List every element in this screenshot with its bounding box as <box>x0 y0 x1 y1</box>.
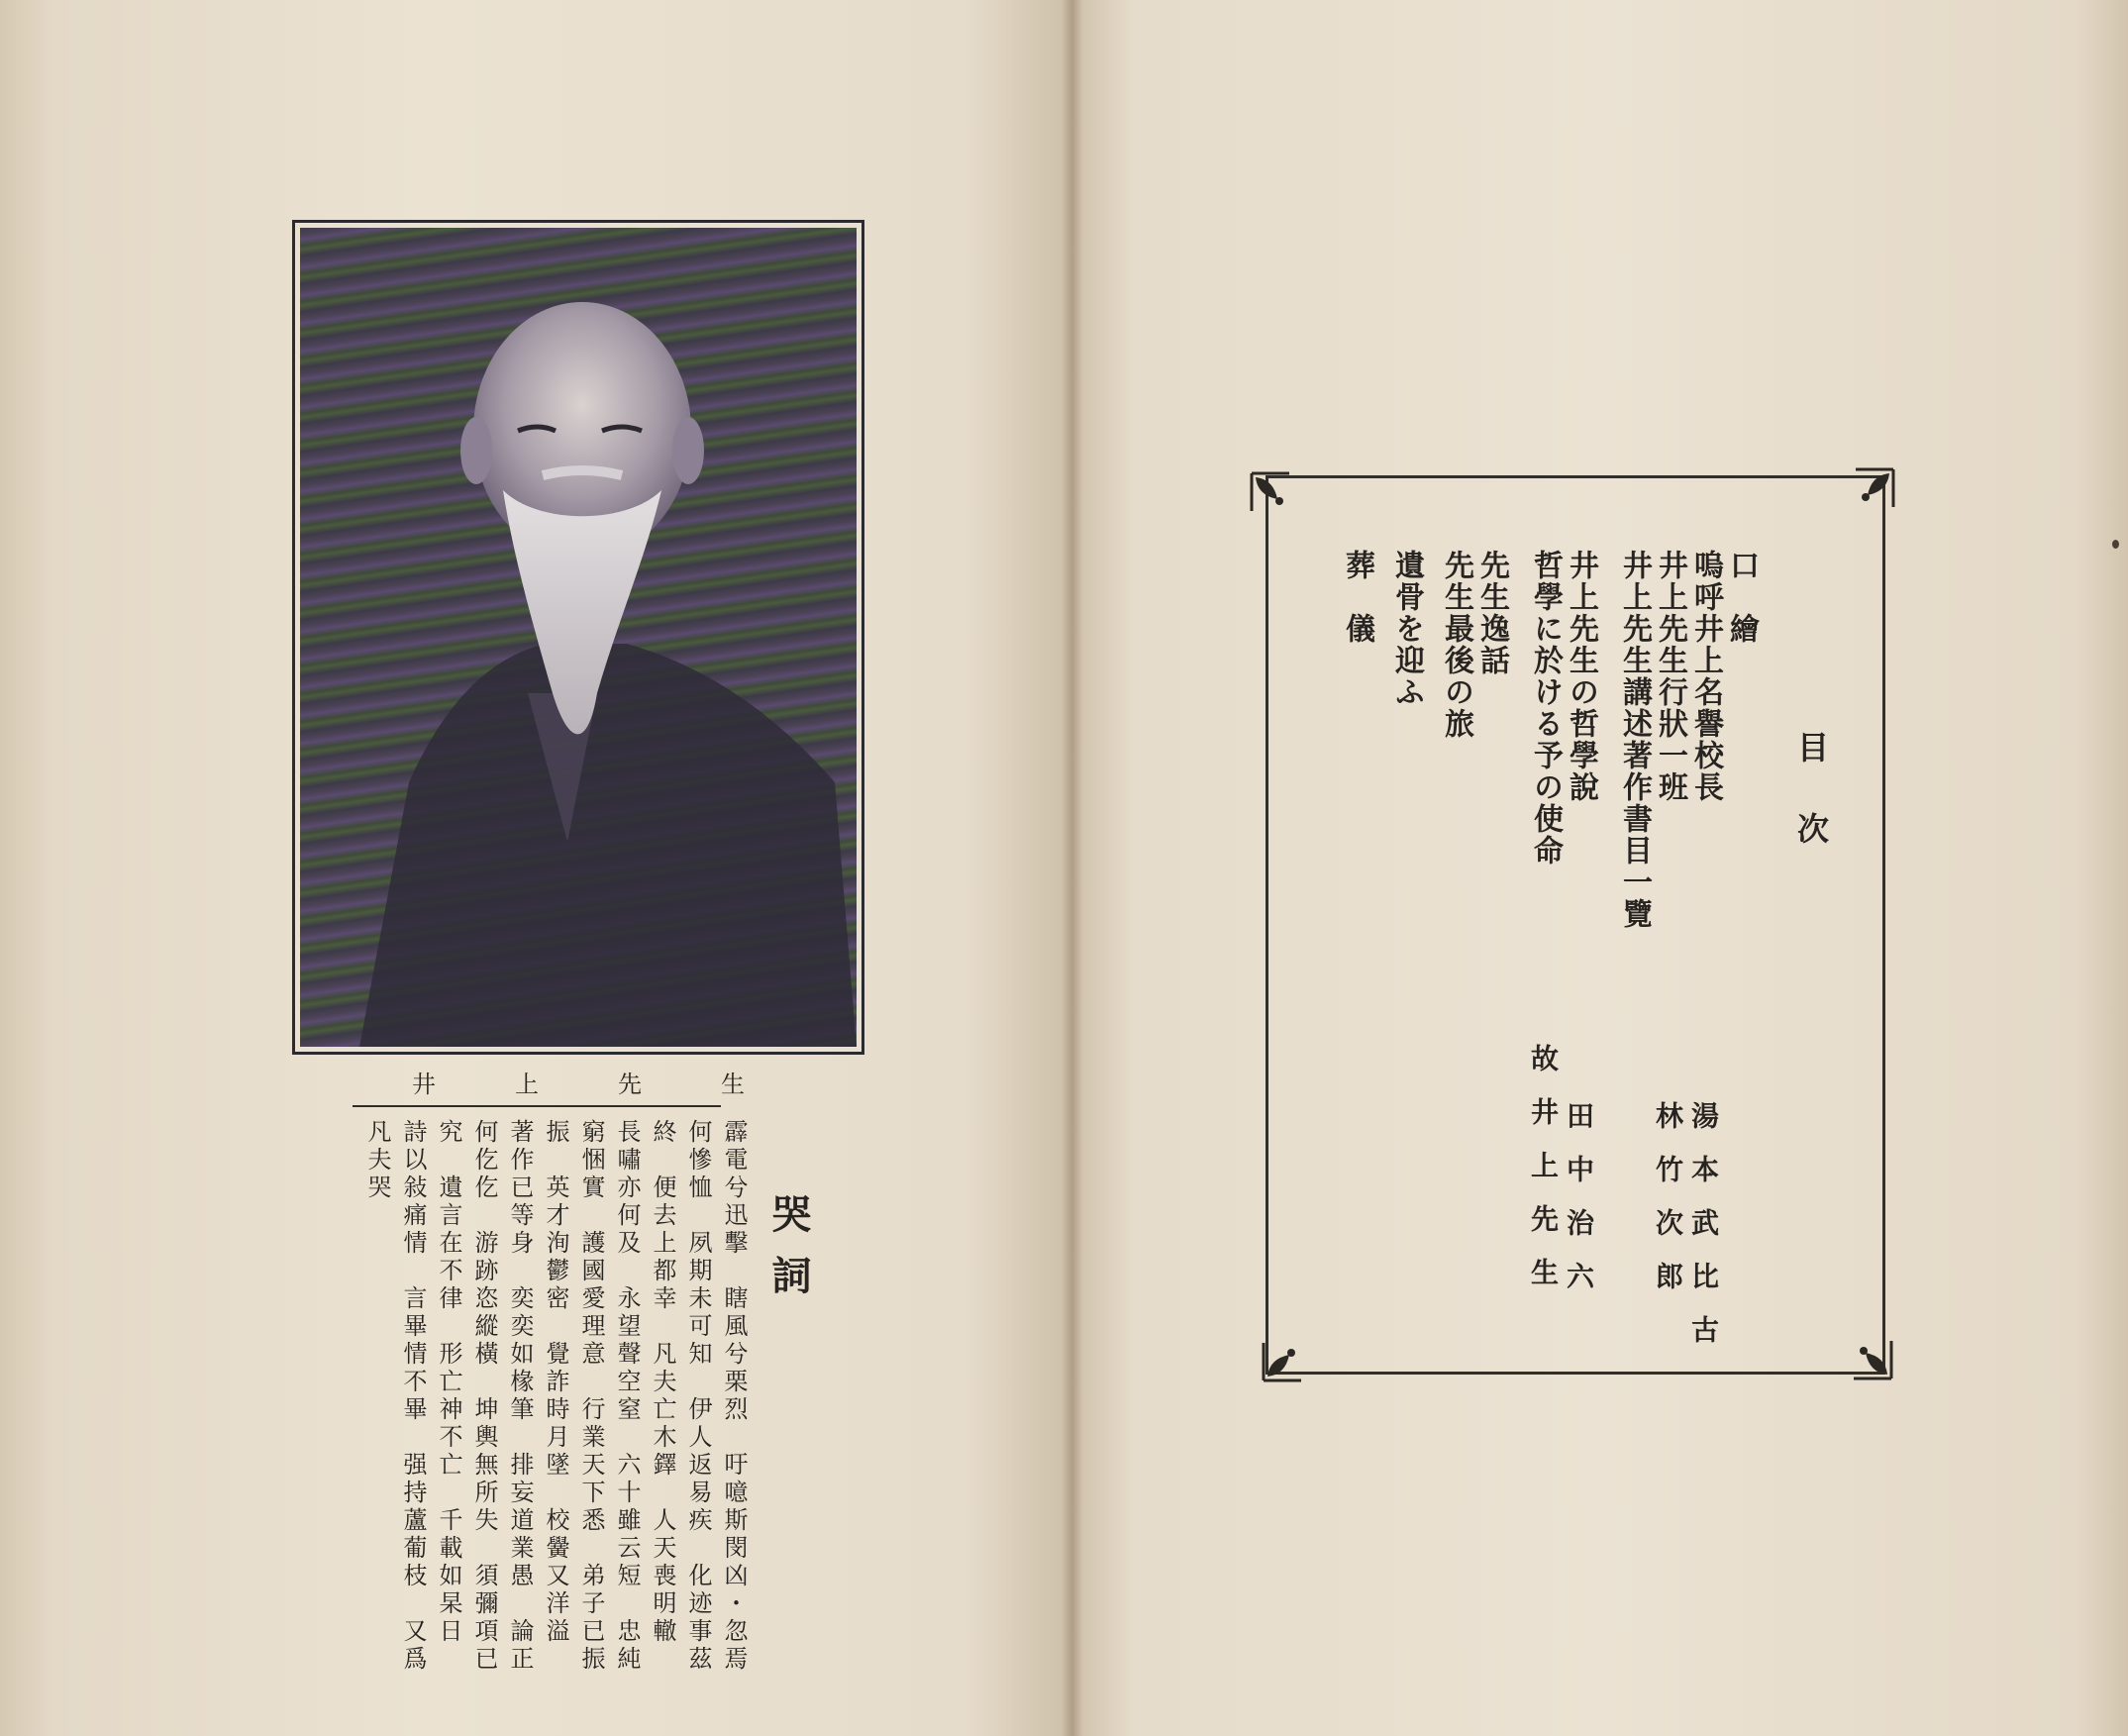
lament-line: 究 遺言在不律 形亡神不亡 千載如杲日 <box>435 1119 462 1646</box>
lament-line: 著作已等身 奕奕如椽筆 排妄道業愚 論正 <box>506 1119 534 1674</box>
toc-title: 目次 <box>1792 731 1830 893</box>
toc-item: 井上先生行狀一班 <box>1653 550 1687 803</box>
toc-item: 井上先生の哲學說 <box>1564 550 1598 803</box>
lament-line: 霹電兮迅擊 瞎風兮栗烈 吁噫斯閔凶・忽焉 <box>720 1119 748 1674</box>
toc-item: 葬 儀 <box>1340 550 1374 645</box>
portrait-figure <box>300 228 857 1047</box>
portrait-caption <box>297 1062 861 1101</box>
toc-item: 先生最後の旅 <box>1439 550 1473 740</box>
caption-char: 生 <box>721 1070 747 1098</box>
lament-line: 何慘恤 夙期未可知 伊人返易疾 化迹事茲 <box>684 1119 712 1674</box>
lament-line: 窮悃實 護國愛理意 行業天下悉 弟子已振 <box>577 1119 605 1674</box>
corner-ornament-icon <box>1248 469 1293 515</box>
lament-line: 振 英才洵鬱密 覺詐時月墜 校黌又洋溢 <box>542 1119 569 1646</box>
corner-ornament-icon <box>1852 465 1897 511</box>
toc-item: 口 繪 <box>1724 550 1759 645</box>
page-blemish <box>2112 540 2119 549</box>
toc-item: 遺骨を迎ふ <box>1389 550 1424 708</box>
lament-title: 哭詞 <box>765 1193 812 1316</box>
lament-line: 何仡仡 游跡恣縱橫 坤輿無所失 須彌項已 <box>470 1119 498 1674</box>
portrait-photo <box>300 228 857 1047</box>
portrait-photo-frame <box>292 220 864 1055</box>
toc-item: 井上先生講述著作書目一覽 <box>1617 550 1652 930</box>
caption-char: 先 <box>618 1070 644 1098</box>
lament-line: 凡夫哭 <box>363 1119 391 1202</box>
toc-item: 嗚呼井上名譽校長 <box>1688 550 1723 803</box>
toc-author: 故井上先生 <box>1527 1044 1560 1311</box>
corner-ornament-icon <box>1850 1337 1895 1382</box>
caption-char: 井 <box>412 1070 438 1098</box>
toc-item: 先生逸話 <box>1474 550 1509 676</box>
corner-ornament-icon <box>1260 1339 1305 1384</box>
caption-char: 上 <box>515 1070 541 1098</box>
caption-divider <box>353 1105 721 1107</box>
toc-author: 田中治六 <box>1563 1101 1595 1315</box>
book-gutter <box>1062 0 1083 1736</box>
toc-author: 林竹次郎 <box>1652 1101 1684 1315</box>
lament-line: 終 便去上都幸 凡夫亡木鐸 人天喪明轍 <box>649 1119 676 1646</box>
toc-item: 哲學に於ける予の使命 <box>1528 550 1563 867</box>
lament-line: 詩以敍痛情 言畢情不畢 强持蘆葡枝 又爲 <box>399 1119 427 1674</box>
toc-author: 湯本武比古 <box>1687 1101 1720 1369</box>
lament-line: 長嘯亦何及 永望聲空窒 六十雖云短 忠純 <box>613 1119 641 1674</box>
